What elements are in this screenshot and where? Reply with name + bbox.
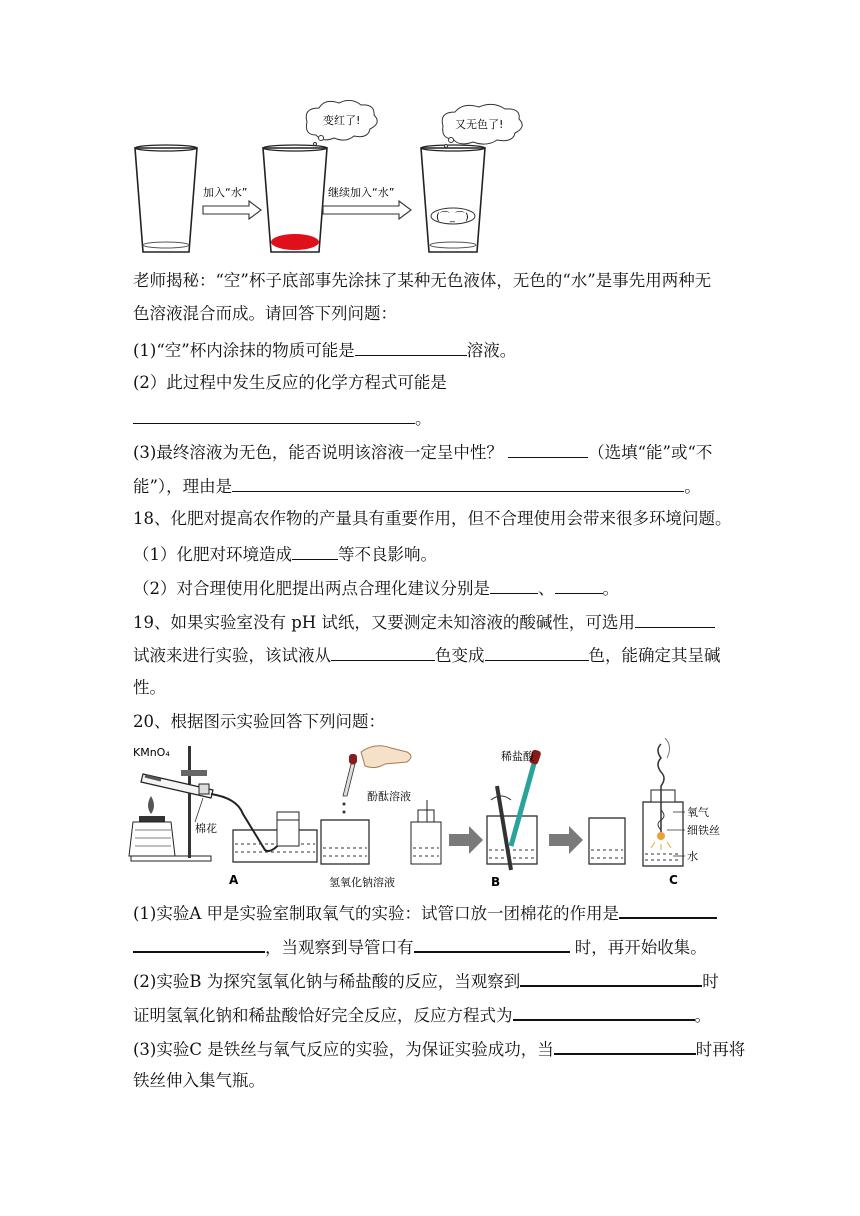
arrow-1-label: 加入“水” <box>203 186 248 199</box>
empty-cup <box>135 145 197 252</box>
question-20-3-line: (3)实验C 是铁丝与氧气反应的实验，为保证实验成功，当 时再将 <box>133 1036 745 1061</box>
question-20-1-line-2: ，当观察到导管口有 时，再开始收集。 <box>133 934 707 959</box>
arrow-1 <box>203 185 261 219</box>
question-2-answer-line: 。 <box>133 406 432 430</box>
kmno4-label: KMnO₄ <box>133 746 170 759</box>
answer-blank[interactable] <box>490 576 538 594</box>
question-19-line-2: 试液来进行实验，该试液从 色变成 色，能确定其呈碱 <box>133 643 721 667</box>
question-19-line: 19、如果实验室没有 pH 试纸，又要测定未知溶液的酸碱性，可选用 <box>133 610 715 634</box>
question-20-line: 20、根据图示实验回答下列问题： <box>133 712 385 731</box>
answer-blank[interactable] <box>331 643 435 661</box>
arrow-2 <box>323 185 411 219</box>
clear-cup <box>421 145 485 252</box>
bubble-1-text: 变红了! <box>323 114 361 127</box>
question-19-line-3: 性。 <box>133 678 166 697</box>
question-3-reason-line: 能”），理由是 。 <box>133 474 701 498</box>
arrow-2-label: 继续加入“水” <box>328 186 395 199</box>
label-a: A <box>229 873 239 887</box>
phenolphthalein-label: 酚酞溶液 <box>367 790 411 803</box>
red-cup <box>263 145 327 252</box>
oxygen-label: 氧气 <box>687 806 709 819</box>
answer-blank[interactable] <box>133 406 415 424</box>
question-20-3-line-2: 铁丝伸入集气瓶。 <box>133 1071 265 1090</box>
answer-blank[interactable] <box>485 643 589 661</box>
question-18-line: 18、化肥对提高农作物的产量具有重要作用，但不合理使用会带来很多环境问题。 <box>133 509 732 528</box>
question-2-line: (2）此过程中发生反应的化学方程式可能是 <box>133 373 447 392</box>
iron-wire-label: 细铁丝 <box>687 824 720 837</box>
question-20-1-line: (1)实验A 甲是实验室制取氧气的实验：试管口放一团棉花的作用是 <box>133 900 717 925</box>
answer-blank[interactable] <box>619 900 717 919</box>
question-1-line: (1)“空”杯内涂抹的物质可能是 溶液。 <box>133 338 516 362</box>
label-c: C <box>669 873 678 887</box>
question-20-2-line-2: 证明氢氧化钠和稀盐酸恰好完全反应，反应方程式为 。 <box>133 1002 711 1027</box>
cups-figure <box>125 100 535 260</box>
bubble-1 <box>306 100 377 145</box>
bubble-2-text: 又无色了! <box>455 118 504 131</box>
bubble-2 <box>442 104 522 147</box>
apparatus-figure <box>125 738 725 894</box>
apparatus-b <box>321 746 625 889</box>
question-18-1-line: （1）化肥对环境造成 等不良影响。 <box>133 542 437 566</box>
question-3-line: (3)最终溶液为无色，能否说明该溶液一定呈中性？ （选填“能”或“不 <box>133 440 712 464</box>
apparatus-a <box>129 746 317 887</box>
answer-blank[interactable] <box>508 440 588 458</box>
hcl-label: 稀盐酸 <box>501 750 534 763</box>
naoh-label: 氢氧化钠溶液 <box>329 876 395 889</box>
answer-blank[interactable] <box>133 934 265 953</box>
water-label: 水 <box>687 850 698 863</box>
answer-blank[interactable] <box>635 610 715 628</box>
answer-blank[interactable] <box>513 1002 695 1021</box>
answer-blank[interactable] <box>355 338 467 356</box>
apparatus-c <box>643 738 720 887</box>
label-b: B <box>491 875 501 889</box>
answer-blank[interactable] <box>414 934 570 953</box>
answer-blank[interactable] <box>555 576 603 594</box>
answer-blank[interactable] <box>520 968 702 987</box>
cup-face: (⌒_⌒) <box>436 212 469 223</box>
question-18-2-line: （2）对合理使用化肥提出两点合理化建议分别是 、 。 <box>133 576 619 600</box>
answer-blank[interactable] <box>292 542 338 560</box>
text-line-2: 色溶液混合而成。请回答下列问题： <box>133 304 397 323</box>
answer-blank[interactable] <box>232 474 684 492</box>
question-20-2-line: (2)实验B 为探究氢氧化钠与稀盐酸的反应，当观察到 时 <box>133 968 719 993</box>
cotton-label: 棉花 <box>195 822 217 835</box>
text-line-1: 老师揭秘：“空”杯子底部事先涂抹了某种无色液体，无色的“水”是事先用两种无 <box>133 271 712 290</box>
answer-blank[interactable] <box>554 1036 696 1055</box>
